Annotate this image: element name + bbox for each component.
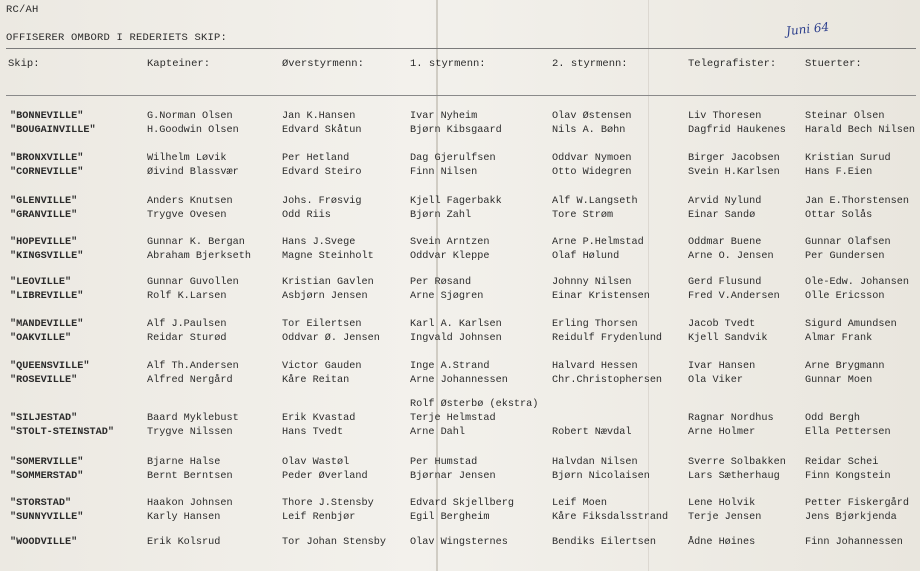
- steward-name: Kristian Surud: [805, 153, 891, 164]
- cell-radio-operator: [688, 195, 761, 223]
- ship-name: "SOMERVILLE": [10, 457, 84, 468]
- radio-operator-name: Sverre Solbakken: [688, 457, 786, 468]
- steward-name: Olle Ericsson: [805, 291, 885, 302]
- cell-ship: [10, 536, 77, 550]
- chief-officer-name: Tor Eilertsen: [282, 319, 362, 330]
- captain-name: Alfred Nergård: [147, 375, 233, 386]
- ship-name: "LEOVILLE": [10, 277, 72, 288]
- second-mate-name: Kåre Fiksdalsstrand: [552, 512, 669, 523]
- first-mate-name: Terje Helmstad: [410, 413, 496, 424]
- captain-name: Reidar Sturød: [147, 333, 227, 344]
- radio-operator-name: Arvid Nylund: [688, 196, 762, 207]
- cell-radio-operator: [688, 536, 755, 550]
- chief-officer-name: Olav Wastøl: [282, 457, 350, 468]
- ship-name: "GRANVILLE": [10, 210, 78, 221]
- ship-name: "SILJESTAD": [10, 413, 78, 424]
- second-mate-name: Bjørn Nicolaisen: [552, 471, 650, 482]
- first-mate-name: Arne Sjøgren: [410, 291, 484, 302]
- cell-ship: [10, 152, 83, 180]
- cell-first-mate: [410, 318, 502, 346]
- ship-name: "STOLT-STEINSTAD": [10, 427, 114, 438]
- cell-ship: [10, 110, 96, 138]
- captain-name: Baard Myklebust: [147, 413, 239, 424]
- column-header-steward: Stuerter:: [805, 58, 862, 70]
- radio-operator-name: Liv Thoresen: [688, 111, 762, 122]
- reference-code: RC/AH: [6, 4, 39, 16]
- captain-name: Erik Kolsrud: [147, 537, 221, 548]
- radio-operator-name: Arne O. Jensen: [688, 251, 774, 262]
- steward-name: Gunnar Olafsen: [805, 237, 891, 248]
- steward-name: Ole-Edw. Johansen: [805, 277, 909, 288]
- radio-operator-name: Jacob Tvedt: [688, 319, 756, 330]
- second-mate-name: Halvard Hessen: [552, 361, 638, 372]
- table-row: [0, 318, 920, 348]
- captain-name: Bernt Berntsen: [147, 471, 233, 482]
- captain-name: Øivind Blassvær: [147, 167, 239, 178]
- captain-name: Haakon Johnsen: [147, 498, 233, 509]
- radio-operator-name: Ola Viker: [688, 375, 744, 386]
- radio-operator-name: [688, 398, 774, 412]
- ship-name: "BONNEVILLE": [10, 111, 84, 122]
- radio-operator-name: Lars Sætherhaug: [688, 471, 780, 482]
- cell-captain: [147, 536, 220, 550]
- chief-officer-name: Odd Riis: [282, 210, 331, 221]
- cell-first-mate: [410, 456, 496, 484]
- cell-radio-operator: [688, 318, 767, 346]
- cell-captain: [147, 276, 239, 304]
- radio-operator-name: Terje Jensen: [688, 512, 762, 523]
- cell-first-mate: [410, 360, 508, 388]
- second-mate-name: Leif Moen: [552, 498, 608, 509]
- cell-chief-officer: [282, 360, 361, 388]
- cell-steward: [805, 195, 909, 223]
- first-mate-name: Inge A.Strand: [410, 361, 490, 372]
- second-mate-name: Olav Østensen: [552, 111, 632, 122]
- cell-steward: [805, 360, 884, 388]
- cell-ship: [10, 195, 77, 223]
- cell-second-mate: [552, 497, 668, 525]
- document-title: OFFISERER OMBORD I REDERIETS SKIP:: [6, 32, 228, 44]
- ship-name: "HOPEVILLE": [10, 237, 78, 248]
- table-row: [0, 195, 920, 225]
- captain-name: Anders Knutsen: [147, 196, 233, 207]
- column-header-second-mate: 2. styrmenn:: [552, 58, 628, 70]
- steward-name: Gunnar Moen: [805, 375, 873, 386]
- handwritten-date: Juni 64: [785, 19, 830, 39]
- cell-chief-officer: [282, 398, 355, 440]
- cell-first-mate: [410, 152, 496, 180]
- ship-name: "GLENVILLE": [10, 196, 78, 207]
- column-header-radio-operator: Telegrafister:: [688, 58, 777, 70]
- table-row: [0, 360, 920, 390]
- second-mate-name: Halvdan Nilsen: [552, 457, 638, 468]
- radio-operator-name: Fred V.Andersen: [688, 291, 780, 302]
- steward-name: Steinar Olsen: [805, 111, 885, 122]
- cell-first-mate: [410, 195, 502, 223]
- second-mate-name: Alf W.Langseth: [552, 196, 638, 207]
- cell-chief-officer: [282, 276, 374, 304]
- table-row: [0, 398, 920, 438]
- second-mate-name: Olaf Hølund: [552, 251, 620, 262]
- captain-name: H.Goodwin Olsen: [147, 125, 239, 136]
- chief-officer-name: Peder Øverland: [282, 471, 368, 482]
- cell-ship: [10, 276, 83, 304]
- chief-officer-name: Kristian Gavlen: [282, 277, 374, 288]
- cell-steward: [805, 152, 891, 180]
- second-mate-name: Oddvar Nymoen: [552, 153, 632, 164]
- ship-name: "KINGSVILLE": [10, 251, 84, 262]
- ship-name: "WOODVILLE": [10, 537, 78, 548]
- first-mate-name: Edvard Skjellberg: [410, 498, 514, 509]
- cell-chief-officer: [282, 536, 386, 550]
- second-mate-name: Chr.Christophersen: [552, 375, 663, 386]
- radio-operator-name: Gerd Flusund: [688, 277, 762, 288]
- ship-name: "CORNEVILLE": [10, 167, 84, 178]
- table-row: [0, 110, 920, 140]
- first-mate-name: Olav Wingsternes: [410, 537, 508, 548]
- ship-name: [10, 398, 114, 412]
- chief-officer-name: Per Hetland: [282, 153, 350, 164]
- first-mate-name: Per Røsand: [410, 277, 472, 288]
- cell-second-mate: [552, 195, 638, 223]
- cell-second-mate: [552, 360, 662, 388]
- steward-name: Jens Bjørkjenda: [805, 512, 897, 523]
- cell-captain: [147, 236, 251, 264]
- cell-steward: [805, 536, 903, 550]
- chief-officer-name: [282, 398, 355, 412]
- steward-name: Petter Fiskergård: [805, 498, 909, 509]
- cell-steward: [805, 236, 891, 264]
- cell-captain: [147, 398, 239, 440]
- cell-first-mate: [410, 236, 489, 264]
- radio-operator-name: Birger Jacobsen: [688, 153, 780, 164]
- ship-name: "SUNNYVILLE": [10, 512, 84, 523]
- captain-name: Karly Hansen: [147, 512, 221, 523]
- table-row: [0, 456, 920, 486]
- steward-name: Jan E.Thorstensen: [805, 196, 909, 207]
- steward-name: Arne Brygmann: [805, 361, 885, 372]
- chief-officer-name: Tor Johan Stensby: [282, 537, 386, 548]
- ship-name: "ROSEVILLE": [10, 375, 78, 386]
- cell-first-mate: [410, 398, 538, 440]
- captain-name: Gunnar Guvollen: [147, 277, 239, 288]
- cell-chief-officer: [282, 195, 361, 223]
- cell-steward: [805, 456, 891, 484]
- steward-name: Odd Bergh: [805, 413, 861, 424]
- first-mate-name: Bjørnar Jensen: [410, 471, 496, 482]
- chief-officer-name: Johs. Frøsvig: [282, 196, 362, 207]
- first-mate-name: Finn Nilsen: [410, 167, 478, 178]
- captain-name: Abraham Bjerkseth: [147, 251, 251, 262]
- cell-second-mate: [552, 398, 631, 440]
- title-underline: [6, 48, 916, 49]
- first-mate-name: Ivar Nyheim: [410, 111, 478, 122]
- second-mate-name: Otto Widegren: [552, 167, 632, 178]
- radio-operator-name: Arne Holmer: [688, 427, 756, 438]
- first-mate-name: Rolf Østerbø (ekstra): [410, 399, 539, 410]
- cell-second-mate: [552, 152, 631, 180]
- second-mate-name: Reidulf Frydenlund: [552, 333, 663, 344]
- cell-steward: [805, 398, 891, 440]
- cell-radio-operator: [688, 110, 786, 138]
- ship-name: "MANDEVILLE": [10, 319, 84, 330]
- cell-radio-operator: [688, 276, 780, 304]
- cell-chief-officer: [282, 497, 374, 525]
- cell-radio-operator: [688, 152, 780, 180]
- captain-name: Alf J.Paulsen: [147, 319, 227, 330]
- first-mate-name: Arne Johannessen: [410, 375, 508, 386]
- cell-captain: [147, 497, 233, 525]
- cell-captain: [147, 360, 239, 388]
- ship-name: "BRONXVILLE": [10, 153, 84, 164]
- captain-name: Gunnar K. Bergan: [147, 237, 245, 248]
- steward-name: Almar Frank: [805, 333, 873, 344]
- first-mate-name: Kjell Fagerbakk: [410, 196, 502, 207]
- chief-officer-name: Asbjørn Jensen: [282, 291, 368, 302]
- cell-chief-officer: [282, 456, 368, 484]
- cell-radio-operator: [688, 497, 761, 525]
- second-mate-name: [552, 412, 631, 426]
- first-mate-name: Egil Bergheim: [410, 512, 490, 523]
- cell-second-mate: [552, 110, 631, 138]
- ship-name: "BOUGAINVILLE": [10, 125, 96, 136]
- cell-first-mate: [410, 110, 502, 138]
- cell-chief-officer: [282, 236, 374, 264]
- second-mate-name: Robert Nævdal: [552, 427, 632, 438]
- radio-operator-name: Kjell Sandvik: [688, 333, 768, 344]
- second-mate-name: Erling Thorsen: [552, 319, 638, 330]
- radio-operator-name: Oddmar Buene: [688, 237, 762, 248]
- steward-name: Finn Johannessen: [805, 537, 903, 548]
- chief-officer-name: Kåre Reitan: [282, 375, 350, 386]
- cell-ship: [10, 497, 83, 525]
- cell-first-mate: [410, 536, 508, 550]
- cell-steward: [805, 318, 897, 346]
- ship-name: "STORSTAD": [10, 498, 72, 509]
- chief-officer-name: Leif Renbjør: [282, 512, 356, 523]
- chief-officer-name: Victor Gauden: [282, 361, 362, 372]
- second-mate-name: Arne P.Helmstad: [552, 237, 644, 248]
- chief-officer-name: Hans J.Svege: [282, 237, 356, 248]
- table-row: [0, 536, 920, 566]
- chief-officer-name: Hans Tvedt: [282, 427, 344, 438]
- cell-steward: [805, 276, 909, 304]
- radio-operator-name: Lene Holvik: [688, 498, 756, 509]
- second-mate-name: [552, 398, 631, 412]
- steward-name: [805, 398, 891, 412]
- column-header-captain: Kapteiner:: [147, 58, 211, 70]
- radio-operator-name: Ådne Høines: [688, 537, 756, 548]
- radio-operator-name: Svein H.Karlsen: [688, 167, 780, 178]
- second-mate-name: Einar Kristensen: [552, 291, 650, 302]
- ship-name: "OAKVILLE": [10, 333, 72, 344]
- first-mate-name: Arne Dahl: [410, 427, 466, 438]
- cell-first-mate: [410, 497, 514, 525]
- chief-officer-name: Erik Kvastad: [282, 413, 356, 424]
- cell-ship: [10, 398, 114, 440]
- chief-officer-name: Jan K.Hansen: [282, 111, 356, 122]
- cell-chief-officer: [282, 110, 361, 138]
- second-mate-name: Bendiks Eilertsen: [552, 537, 656, 548]
- column-header-chief-officer: Øverstyrmenn:: [282, 58, 364, 70]
- cell-steward: [805, 110, 915, 138]
- chief-officer-name: Edvard Steiro: [282, 167, 362, 178]
- cell-chief-officer: [282, 152, 361, 180]
- first-mate-name: Per Humstad: [410, 457, 478, 468]
- steward-name: Harald Bech Nilsen: [805, 125, 916, 136]
- first-mate-name: Karl A. Karlsen: [410, 319, 502, 330]
- table-row: [0, 152, 920, 182]
- captain-name: Trygve Nilssen: [147, 427, 233, 438]
- radio-operator-name: Einar Sandø: [688, 210, 756, 221]
- column-header-first-mate: 1. styrmenn:: [410, 58, 486, 70]
- table-row: [0, 236, 920, 266]
- second-mate-name: Tore Strøm: [552, 210, 614, 221]
- cell-second-mate: [552, 536, 656, 550]
- cell-captain: [147, 456, 233, 484]
- steward-name: Sigurd Amundsen: [805, 319, 897, 330]
- cell-ship: [10, 236, 83, 264]
- cell-ship: [10, 360, 89, 388]
- cell-radio-operator: [688, 456, 786, 484]
- table-row: [0, 276, 920, 306]
- first-mate-name: Oddvar Kleppe: [410, 251, 490, 262]
- cell-second-mate: [552, 276, 650, 304]
- chief-officer-name: Oddvar Ø. Jensen: [282, 333, 380, 344]
- ship-name: "SOMMERSTAD": [10, 471, 84, 482]
- header-divider: [6, 95, 916, 96]
- steward-name: Ottar Solås: [805, 210, 873, 221]
- chief-officer-name: Thore J.Stensby: [282, 498, 374, 509]
- first-mate-name: Svein Arntzen: [410, 237, 490, 248]
- cell-second-mate: [552, 318, 662, 346]
- cell-captain: [147, 110, 239, 138]
- first-mate-name: Bjørn Kibsgaard: [410, 125, 502, 136]
- radio-operator-name: Ragnar Nordhus: [688, 413, 774, 424]
- cell-captain: [147, 195, 233, 223]
- cell-captain: [147, 318, 226, 346]
- captain-name: Rolf K.Larsen: [147, 291, 227, 302]
- second-mate-name: Nils A. Bøhn: [552, 125, 626, 136]
- captain-name: Wilhelm Løvik: [147, 153, 227, 164]
- cell-ship: [10, 456, 83, 484]
- cell-ship: [10, 318, 83, 346]
- steward-name: Hans F.Eien: [805, 167, 873, 178]
- steward-name: Reidar Schei: [805, 457, 879, 468]
- ship-name: "QUEENSVILLE": [10, 361, 90, 372]
- chief-officer-name: Magne Steinholt: [282, 251, 374, 262]
- radio-operator-name: Dagfrid Haukenes: [688, 125, 786, 136]
- ship-name: "LIBREVILLE": [10, 291, 84, 302]
- captain-name: G.Norman Olsen: [147, 111, 233, 122]
- table-row: [0, 497, 920, 527]
- column-header-ship: Skip:: [8, 58, 40, 70]
- first-mate-name: Ingvald Johnsen: [410, 333, 502, 344]
- cell-captain: [147, 152, 239, 180]
- first-mate-name: Dag Gjerulfsen: [410, 153, 496, 164]
- cell-second-mate: [552, 456, 650, 484]
- second-mate-name: Johnny Nilsen: [552, 277, 632, 288]
- captain-name: Trygve Ovesen: [147, 210, 227, 221]
- captain-name: Bjarne Halse: [147, 457, 221, 468]
- cell-chief-officer: [282, 318, 380, 346]
- cell-radio-operator: [688, 398, 774, 440]
- first-mate-name: Bjørn Zahl: [410, 210, 472, 221]
- chief-officer-name: Edvard Skåtun: [282, 125, 362, 136]
- radio-operator-name: Ivar Hansen: [688, 361, 756, 372]
- captain-name: [147, 398, 239, 412]
- cell-radio-operator: [688, 360, 755, 388]
- cell-radio-operator: [688, 236, 774, 264]
- steward-name: Per Gundersen: [805, 251, 885, 262]
- cell-first-mate: [410, 276, 483, 304]
- captain-name: Alf Th.Andersen: [147, 361, 239, 372]
- cell-steward: [805, 497, 909, 525]
- cell-second-mate: [552, 236, 644, 264]
- steward-name: Ella Pettersen: [805, 427, 891, 438]
- steward-name: Finn Kongstein: [805, 471, 891, 482]
